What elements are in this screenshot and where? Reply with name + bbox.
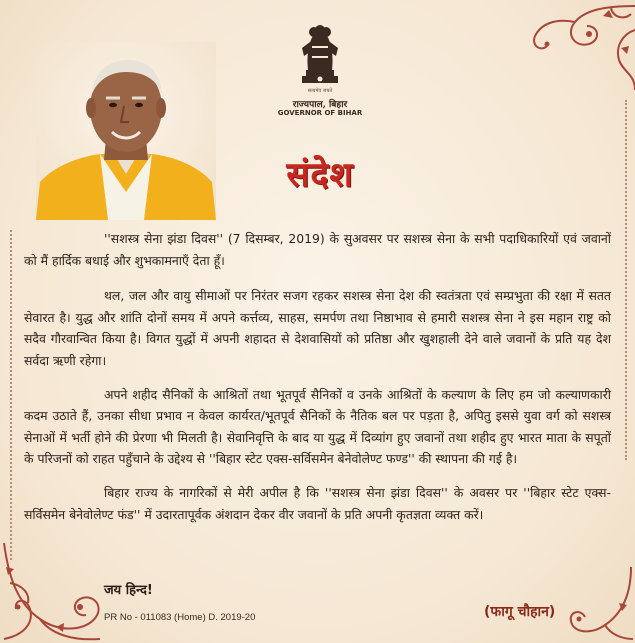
- pr-number: PR No - 011083 (Home) D. 2019-20: [104, 612, 256, 623]
- closing-salutation: जय हिन्द!: [104, 583, 153, 598]
- emblem-motto: सत्यमेव जयते: [307, 88, 333, 94]
- bottom-right-flourish: [545, 563, 635, 643]
- right-dotted-border: [625, 100, 627, 460]
- paragraph: ''सशस्त्र सेना झंडा दिवस'' (7 दिसम्बर, 2019) के सुअवसर पर सशस्त्र सेना के सभी पदाधिकारियों एवं जवानों को मैं हार्दिक बधाई और शुभकामनाएँ देता हूँ।: [24, 231, 611, 268]
- paragraph: बिहार राज्य के नागरिकों से मेरी अपील है कि ''सशस्त्र सेना झंडा दिवस'' के अवसर पर ''बिहार स्टेट एक्स-सर्विसमेन बेनेवोलेण्ट फंड'' में उदारतापूर्वक अंशदान देकर वीर जवानों के प्रति अपनी कृतज्ञता व्यक्त करें।: [24, 484, 611, 522]
- message-body: [24, 228, 611, 537]
- governor-title-english: GOVERNOR OF BIHAR: [277, 109, 363, 117]
- governor-title-hindi: राज्यपाल, बिहार: [292, 100, 348, 110]
- paragraph: अपने शहीद सैनिकों के आश्रितों तथा भूतपूर्व सैनिकों व उनके आश्रितों के कल्याण के लिए हम जो कल्याणकारी कदम उठाते हैं, उनका सीधा प्रभाव न केवल कार्यरत/भूतपूर्व सैनिकों के नैतिक बल पर पड़ता है, अपितु इससे युवा वर्ग को सशस्त्र सेनाओं में भर्ती होने की प्रेरणा भी मिलती है। सेवानिवृत्ति के बाद या युद्ध में दिव्यांग हुए जवानों तथा शहीद हुए भारत माता के सपूतों के परिजनों को राहत पहुँचाने के उद्देश्य से ''बिहार स्टेट एक्स-सर्विसमेन बेनेवोलेण्ट फण्ड'' की स्थापना की गई है।: [24, 386, 611, 467]
- top-right-flourish: [485, 0, 635, 100]
- signature-name: (फागू चौहान): [484, 604, 556, 620]
- message-heading: संदेश: [286, 155, 354, 195]
- national-emblem-icon: [296, 22, 344, 90]
- paragraph: थल, जल और वायु सीमाओं पर निरंतर सजग रहकर सशस्त्र सेना देश की स्वतंत्रता एवं सम्प्रभुता की रक्षा में सतत सेवारत है। युद्ध और शांति दोनों समय में अपने कर्त्तव्य, साहस, समर्पण तथा निष्ठाभाव से हमारी सशस्त्र सेना ने इस महान राष्ट्र को सदैव गौरवान्वित किया है। विगत युद्धों में अपनी शहादत से देशवासियों को प्रतिष्ठा और खुशहाली देने वाले जवानों के प्रति यह देश सर्वदा ऋणी रहेगा।: [24, 288, 611, 368]
- left-dotted-border: [10, 230, 12, 560]
- governor-photo: [36, 42, 216, 220]
